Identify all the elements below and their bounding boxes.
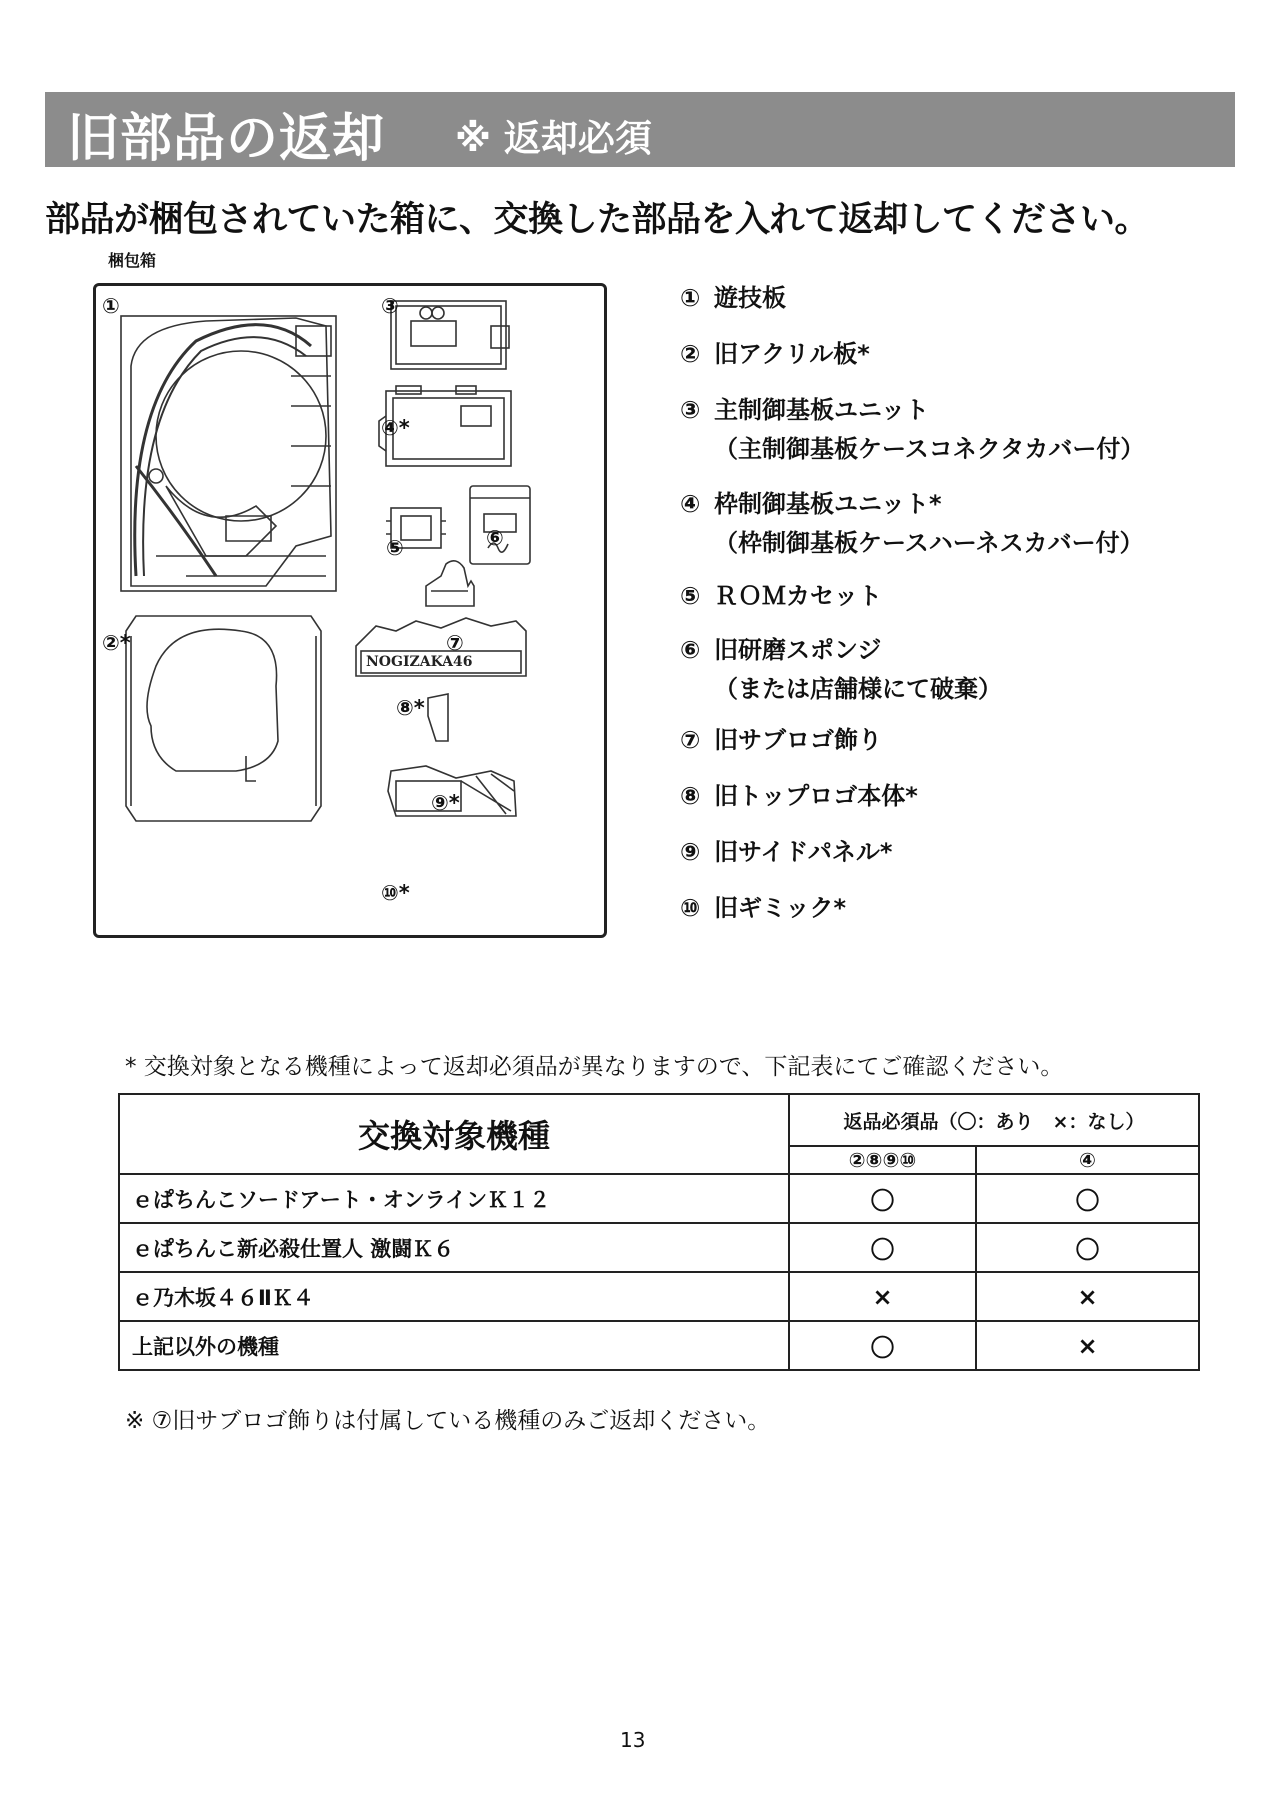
part-number: ③ [680, 396, 701, 424]
callout-9: ⑨* [431, 791, 460, 815]
table-row [119, 1174, 1199, 1223]
part-note: （主制御基板ケースコネクタカバー付） [714, 435, 1145, 463]
model-name: ｅ乃木坂４６ⅡＫ４ [119, 1272, 789, 1321]
part-item-3 [680, 390, 1144, 464]
callout-7: ⑦ [446, 631, 464, 655]
part-note: （または店舗様にて破棄） [714, 675, 1002, 703]
instruction-text: 部品が梱包されていた箱に、交換した部品を入れて返却してください。 [45, 200, 1150, 240]
section-header [45, 92, 1235, 167]
mark-col-b: × [976, 1321, 1199, 1370]
part-label: 旧アクリル板* [714, 340, 870, 368]
table-row [119, 1223, 1199, 1272]
part-number: ⑥ [680, 636, 701, 664]
part-number: ⑦ [680, 726, 701, 754]
table-header-col-a: ②⑧⑨⑩ [789, 1146, 976, 1174]
table-header-model: 交換対象機種 [119, 1094, 789, 1174]
model-name: ｅぱちんこソードアート・オンラインＫ１２ [119, 1174, 789, 1223]
acrylic-plate-drawing [126, 616, 321, 821]
part-note: （枠制御基板ケースハーネスカバー付） [714, 529, 1144, 557]
model-name: ｅぱちんこ新必殺仕置人 激闘Ｋ６ [119, 1223, 789, 1272]
part-label: 旧トップロゴ本体* [714, 782, 918, 810]
sub-logo-drawing [426, 561, 474, 606]
callout-6: ⑥ [486, 526, 504, 550]
callout-8: ⑧* [396, 696, 425, 720]
section-subtitle: ※ 返却必須 [455, 117, 652, 160]
table-header-col-b: ④ [976, 1146, 1199, 1174]
game-board-drawing [121, 316, 336, 591]
part-number: ⑩ [680, 894, 701, 922]
table-row [119, 1272, 1199, 1321]
part-item-5 [680, 576, 882, 611]
part-number: ④ [680, 490, 701, 518]
main-board-drawing [391, 301, 509, 369]
part-label: 枠制御基板ユニット* [714, 490, 942, 518]
part-label: 旧サブロゴ飾り [714, 726, 882, 754]
section-title: 旧部品の返却 [67, 109, 386, 169]
part-item-6 [680, 630, 1002, 704]
part-item-4 [680, 484, 1144, 558]
footnote: * 交換対象となる機種によって返却必須品が異なりますので、下記表にてご確認ください。 [125, 1054, 1064, 1080]
part-number: ⑤ [680, 582, 701, 610]
callout-5: ⑤ [386, 536, 404, 560]
top-logo-text: NOGIZAKA46 [366, 654, 473, 670]
mark-col-a: × [789, 1272, 976, 1321]
part-item-1 [680, 278, 786, 313]
table-row [119, 1321, 1199, 1370]
parts-illustration [96, 286, 604, 935]
part-label: 旧研磨スポンジ [714, 636, 882, 664]
return-table [118, 1093, 1200, 1371]
part-label: 旧サイドパネル* [714, 838, 893, 866]
sponge-bag-drawing [470, 486, 530, 564]
mark-col-a: 〇 [789, 1321, 976, 1370]
table-header-group: 返品必須品（〇：あり ×：なし） [789, 1094, 1199, 1146]
mark-col-a: 〇 [789, 1174, 976, 1223]
callout-1: ① [102, 294, 120, 318]
mark-col-a: 〇 [789, 1223, 976, 1272]
part-item-9 [680, 832, 892, 867]
packing-box-diagram [93, 283, 607, 938]
page-number: 13 [620, 1728, 646, 1752]
part-label: 遊技板 [714, 284, 786, 312]
part-number: ① [680, 284, 701, 312]
mark-col-b: 〇 [976, 1223, 1199, 1272]
model-name: 上記以外の機種 [119, 1321, 789, 1370]
part-item-10 [680, 888, 846, 923]
part-label: 旧ギミック* [714, 894, 847, 922]
part-label: ＲＯＭカセット [714, 582, 882, 610]
part-item-7 [680, 720, 882, 755]
box-label: 梱包箱 [108, 251, 157, 270]
callout-3: ③ [381, 294, 399, 318]
mark-col-b: × [976, 1272, 1199, 1321]
sub-logo-note: ※ ⑦旧サブロゴ飾りは付属している機種のみご返却ください。 [125, 1408, 771, 1434]
part-item-2 [680, 334, 870, 369]
part-number: ⑨ [680, 838, 701, 866]
part-label: 主制御基板ユニット [714, 396, 930, 424]
mark-col-b: 〇 [976, 1174, 1199, 1223]
callout-10: ⑩* [381, 881, 410, 905]
part-item-8 [680, 776, 918, 811]
side-panel-drawing [428, 694, 448, 741]
part-number: ⑧ [680, 782, 701, 810]
part-number: ② [680, 340, 701, 368]
callout-2: ②* [102, 631, 131, 655]
callout-4: ④* [381, 416, 410, 440]
